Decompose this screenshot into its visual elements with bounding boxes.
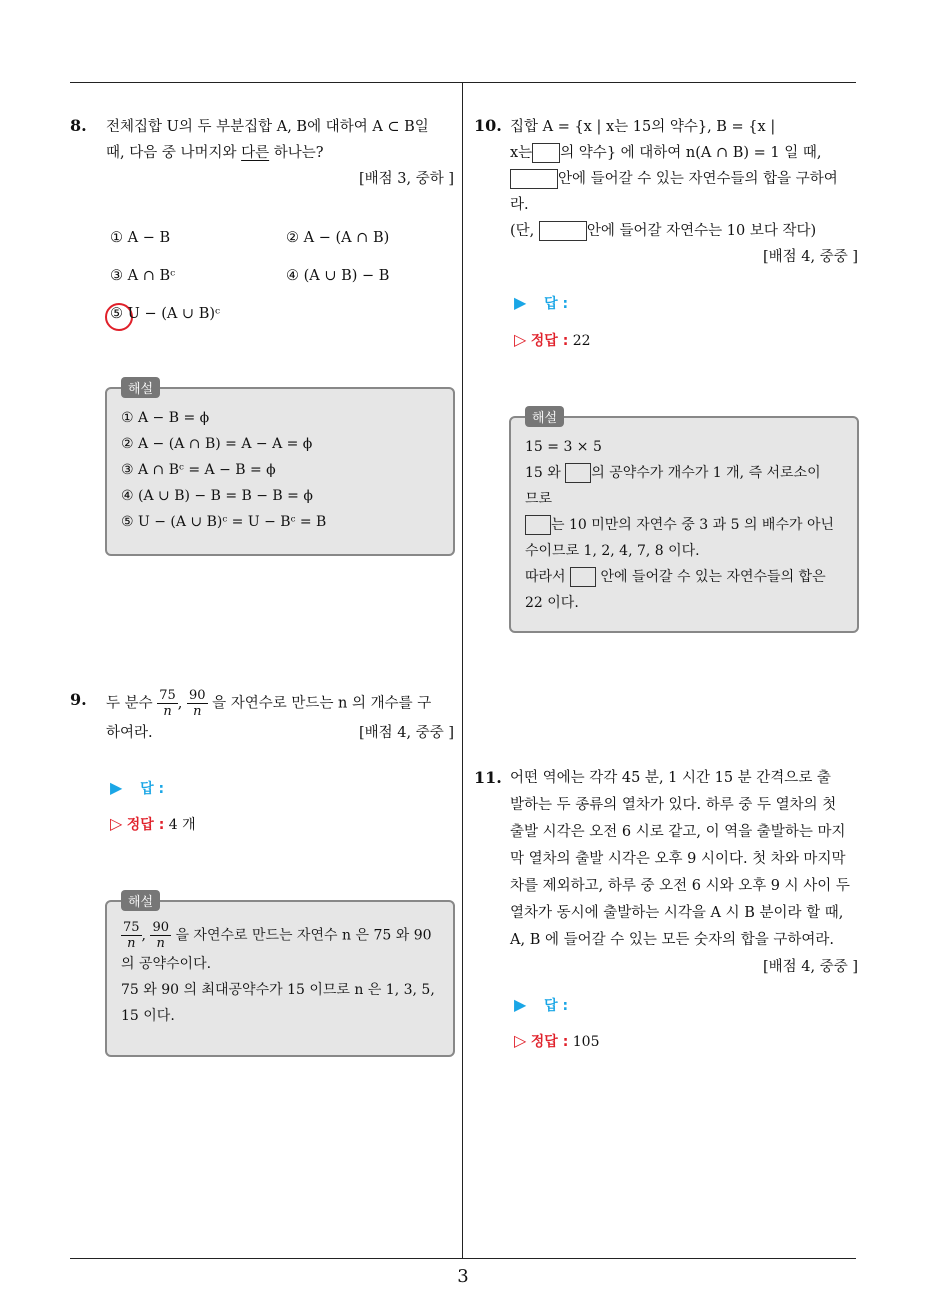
- q9-explanation-box: [105, 895, 455, 1057]
- blank-box: [525, 515, 551, 535]
- q8-expl-line: ⑤ U − (A ∪ B)ᶜ = U − Bᶜ = B: [121, 514, 327, 530]
- question-11-line: 발하는 두 종류의 열차가 있다. 하루 중 두 열차의 첫: [510, 797, 837, 813]
- question-10-line2: x는 의 약수} 에 대하여 n(A ∩ B) = 1 일 때,: [510, 145, 822, 161]
- explanation-tag: 해설: [525, 406, 564, 427]
- q10-answer-row[interactable]: ▶ 답 :: [514, 293, 569, 312]
- question-11-line: 출발 시각은 오전 6 시로 같고, 이 역을 출발하는 마지: [510, 824, 846, 840]
- q11-correct-row: ▷ 정답 : 105: [514, 1031, 600, 1050]
- question-11-line: A, B 에 들어갈 수 있는 모든 숫자의 합을 구하여라.: [510, 932, 834, 948]
- question-10-line3: 안에 들어갈 수 있는 자연수들의 합을 구하여: [510, 166, 858, 192]
- question-11-text: [510, 765, 858, 981]
- q9-answer-row[interactable]: ▶ 답 :: [110, 778, 165, 797]
- q8-expl-line: ② A − (A ∩ B) = A − A = ϕ: [121, 436, 313, 452]
- q8-option-3[interactable]: ③ A ∩ Bᶜ: [110, 268, 176, 284]
- q10-expl-line: 15 = 3 × 5: [525, 439, 602, 455]
- blank-box: [532, 143, 560, 163]
- q9-correct-row: ▷ 정답 : 4 개: [110, 814, 196, 833]
- q8-expl-line: ④ (A ∪ B) − B = B − B = ϕ: [121, 488, 313, 504]
- question-10-number: 10.: [474, 116, 502, 135]
- q10-expl-line: 므로: [525, 491, 553, 507]
- fraction-75-n: $\frac{75}{n}$: [159, 688, 176, 719]
- q10-expl-line: 는 10 미만의 자연수 중 3 과 5 의 배수가 아닌: [525, 512, 843, 538]
- question-9-text: [106, 688, 454, 747]
- question-8-line1: 전체집합 U의 두 부분집합 A, B에 대하여 A ⊂ B일: [106, 119, 429, 135]
- q8-option-4[interactable]: ④ (A ∪ B) − B: [286, 268, 390, 284]
- question-8-score: [배점 3, 중하 ]: [358, 171, 454, 187]
- question-11-line: 차를 제외하고, 하루 중 오전 6 시와 오후 9 시 사이 두: [510, 878, 850, 894]
- question-10-line1: 집합 A = {x | x는 15의 약수}, B = {x |: [510, 119, 776, 135]
- blank-box: [565, 463, 591, 483]
- question-11-line: 열차가 동시에 출발하는 시각을 A 시 B 분이라 할 때,: [510, 905, 844, 921]
- question-11-score: [배점 4, 중중 ]: [762, 959, 858, 975]
- bottom-rule: [70, 1258, 856, 1259]
- question-8-number: 8.: [70, 116, 87, 135]
- question-8-line2: 때, 다음 중 나머지와 다른 하나는?: [106, 145, 324, 161]
- blank-box: [510, 169, 558, 189]
- explanation-tag: 해설: [121, 890, 160, 911]
- hollow-play-icon: ▷: [514, 1031, 527, 1050]
- q8-expl-line: ③ A ∩ Bᶜ = A − B = ϕ: [121, 462, 276, 478]
- q8-explanation-box: [105, 382, 455, 556]
- explanation-tag: 해설: [121, 377, 160, 398]
- play-icon: ▶: [110, 778, 123, 797]
- question-9-line2: 하여라. [배점 4, 중중 ]: [106, 719, 454, 747]
- question-8-text: [106, 114, 454, 192]
- question-11-line: 어떤 역에는 각각 45 분, 1 시간 15 분 간격으로 출: [510, 770, 831, 786]
- blank-box: [570, 567, 596, 587]
- q11-answer-row[interactable]: ▶ 답 :: [514, 995, 569, 1014]
- underline-different: 다른: [241, 145, 270, 161]
- q10-expl-line: 15 와 의 공약수가 개수가 1 개, 즉 서로소이: [525, 465, 821, 481]
- q10-explanation-box: [509, 411, 859, 633]
- question-11-line: 막 열차의 출발 시각은 오후 9 시이다. 첫 차와 마지막: [510, 851, 846, 867]
- question-9-score: [배점 4, 중중 ]: [358, 725, 454, 741]
- column-divider: [462, 82, 463, 1258]
- q8-expl-line: ① A − B = ϕ: [121, 410, 210, 426]
- q10-expl-line: 따라서 안에 들어갈 수 있는 자연수들의 합은: [525, 569, 826, 585]
- q10-expl-line: 수이므로 1, 2, 4, 7, 8 이다.: [525, 543, 700, 559]
- q9-expl-line2: 의 공약수이다.: [121, 956, 212, 972]
- q8-option-5[interactable]: ⑤ U − (A ∪ B)ᶜ: [110, 306, 221, 322]
- page-number: 3: [457, 1266, 469, 1287]
- q8-option-2[interactable]: ② A − (A ∩ B): [286, 230, 390, 246]
- hollow-play-icon: ▷: [514, 330, 527, 349]
- play-icon: ▶: [514, 293, 527, 312]
- play-icon: ▶: [514, 995, 527, 1014]
- question-9-line1: 두 분수 $\frac{75}{n}$ , $\frac{90}{n}$ 을 자연수로 만드는 n 의 개수를 구: [106, 688, 432, 719]
- question-10-line4: 라.: [510, 197, 529, 213]
- question-10-line5: (단, 안에 들어갈 자연수는 10 보다 작다): [510, 223, 817, 239]
- q9-expl-line3: 75 와 90 의 최대공약수가 15 이므로 n 은 1, 3, 5,: [121, 982, 435, 998]
- q9-expl-line4: 15 이다.: [121, 1008, 175, 1024]
- q10-expl-line: 22 이다.: [525, 595, 579, 611]
- q9-expl-line1: $\frac{75}{n}$ , $\frac{90}{n}$ 을 자연수로 만드는 자연수 n 은 75 와 90: [123, 920, 432, 951]
- fraction-90-n: $\frac{90}{n}$: [189, 688, 206, 719]
- q8-option-1[interactable]: ① A − B: [110, 230, 171, 246]
- question-11-number: 11.: [474, 768, 502, 787]
- q10-correct-row: ▷ 정답 : 22: [514, 330, 591, 349]
- question-10-text: [510, 114, 858, 270]
- blank-box: [539, 221, 587, 241]
- question-9-number: 9.: [70, 690, 87, 709]
- question-10-score: [배점 4, 중중 ]: [762, 249, 858, 265]
- top-rule: [70, 82, 856, 83]
- hollow-play-icon: ▷: [110, 814, 123, 833]
